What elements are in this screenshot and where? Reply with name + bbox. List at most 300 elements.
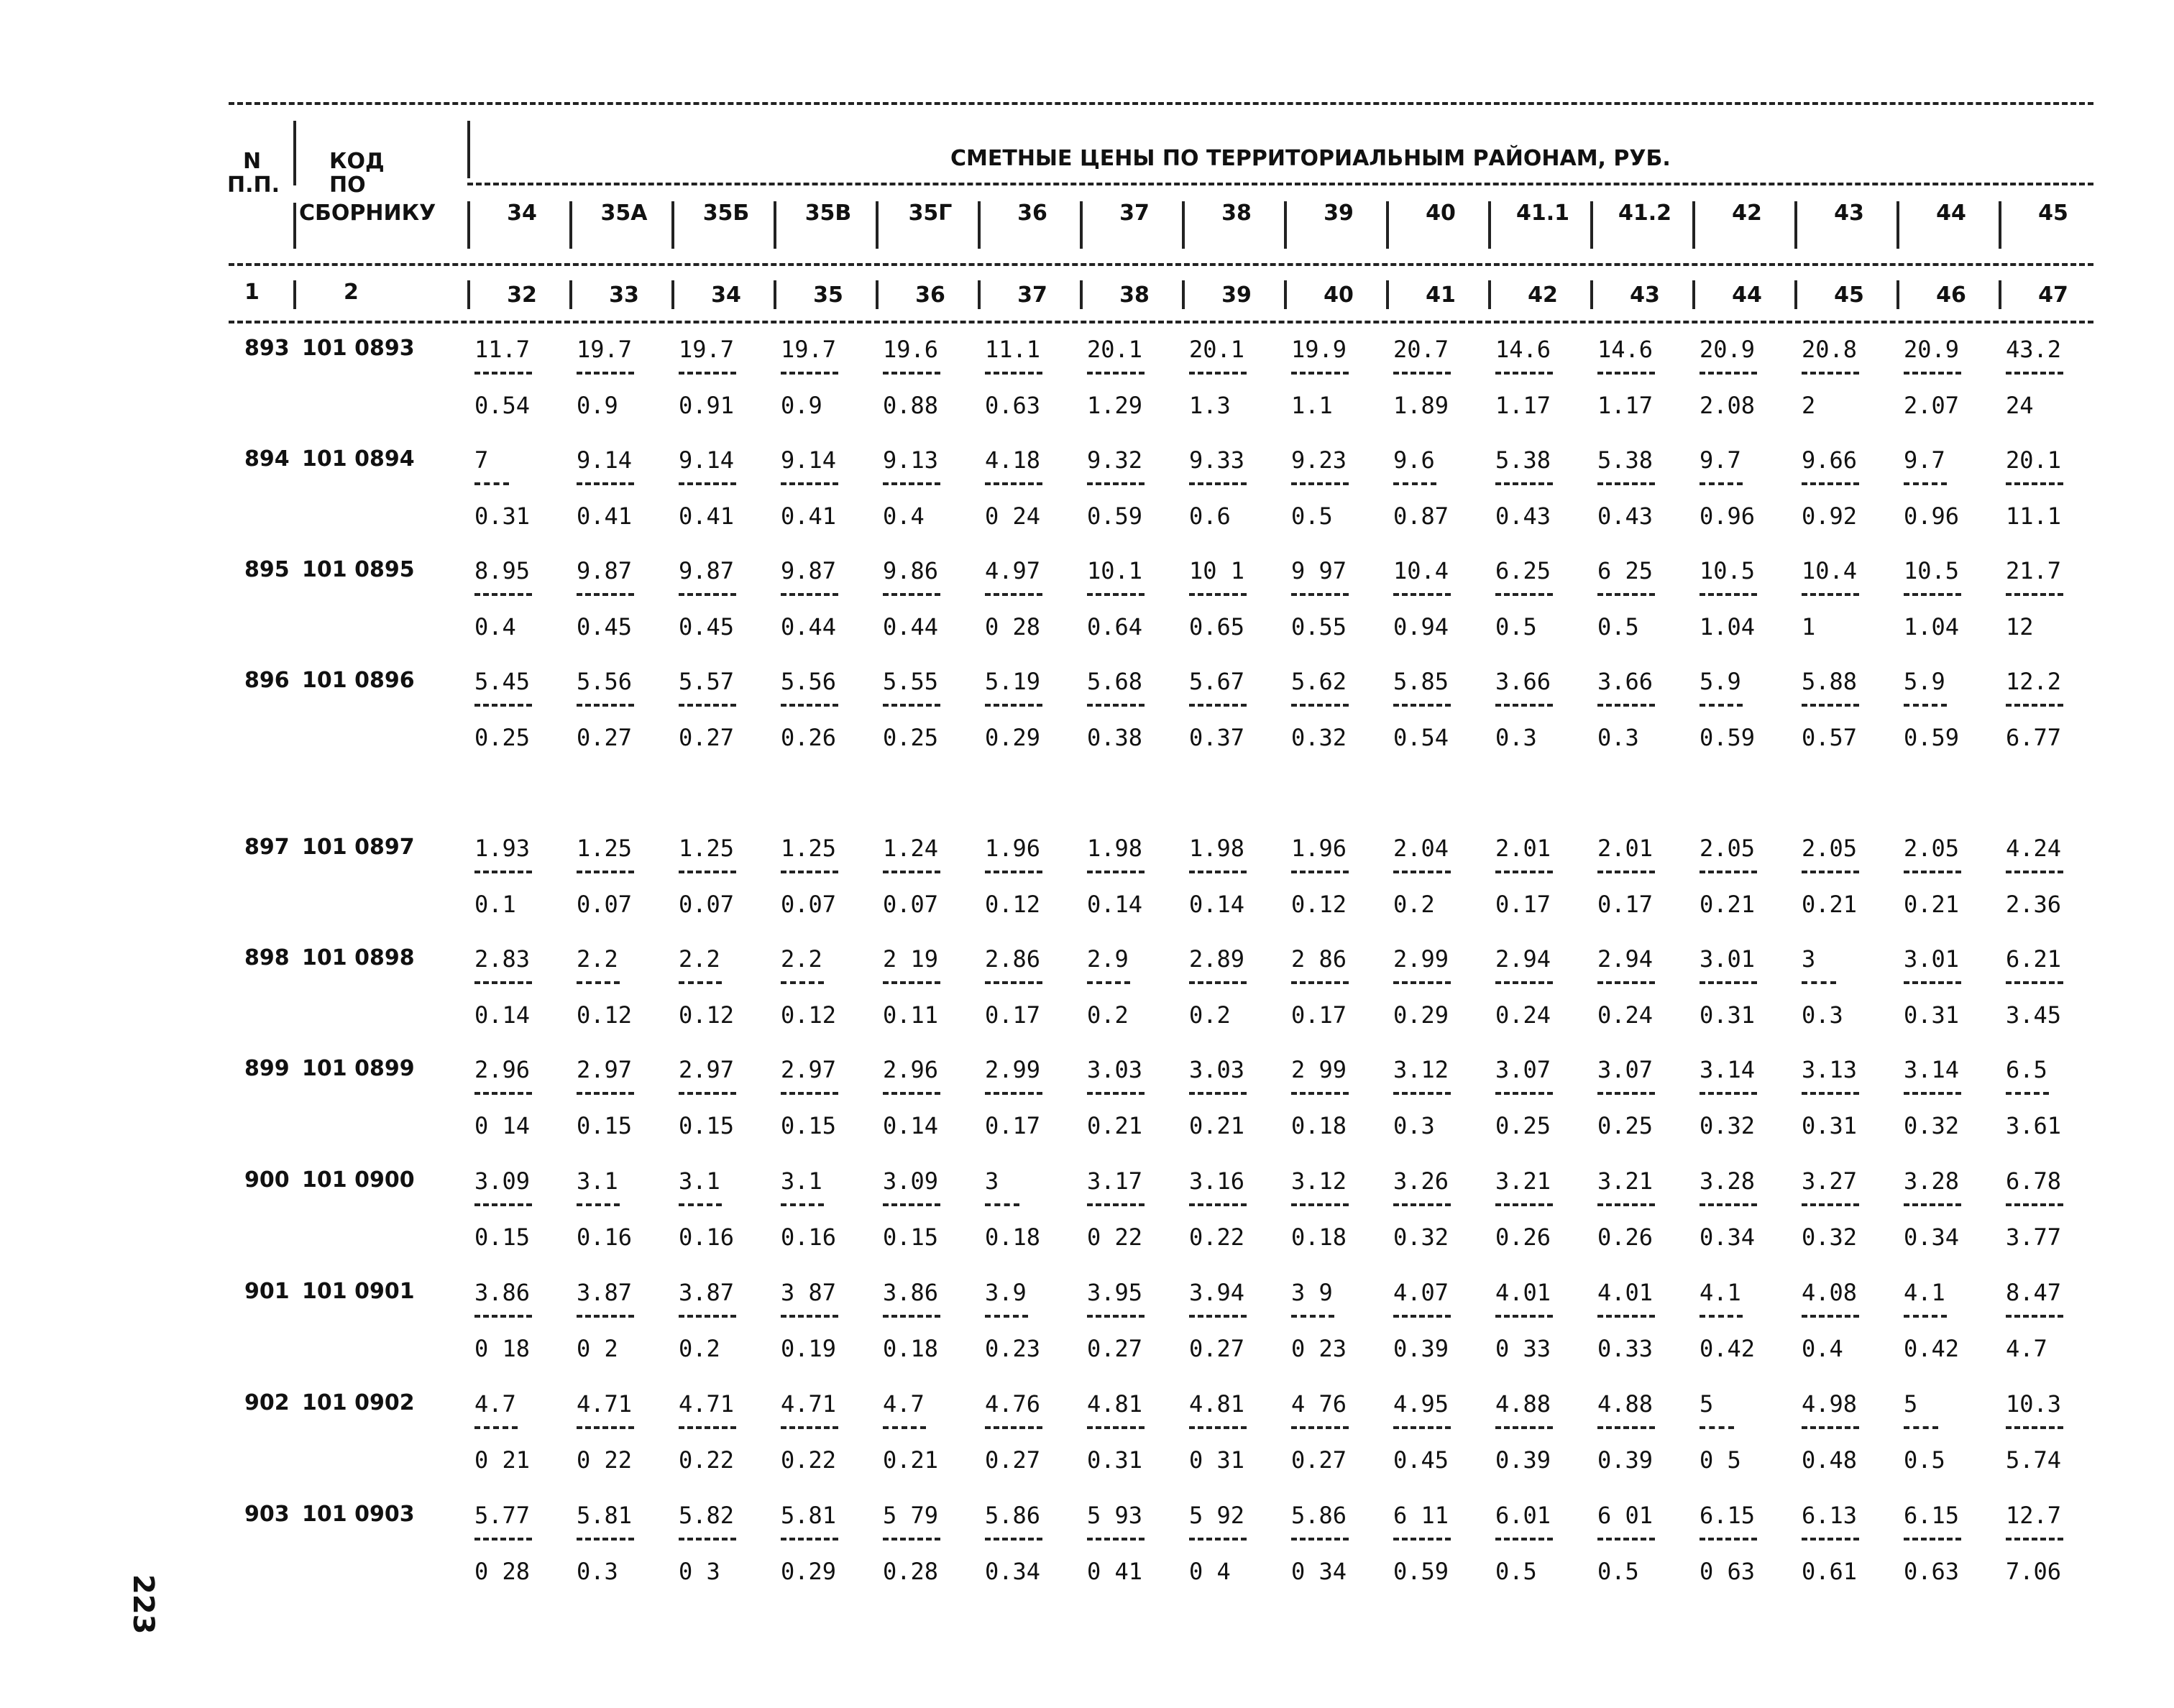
price-top: 4.1: [1700, 1279, 1741, 1306]
fraction-line: [1393, 704, 1451, 707]
fraction-line: [1495, 1092, 1553, 1095]
fraction-line: [883, 1315, 940, 1318]
price-top: 3: [1802, 945, 1816, 973]
fraction-line: [1904, 1426, 1938, 1429]
price-top: 5.85: [1393, 668, 1449, 695]
price-top: 4.81: [1189, 1390, 1245, 1418]
price-top: 9.14: [679, 446, 735, 474]
price-bottom: 0.18: [1291, 1223, 1347, 1251]
row-number: 900: [244, 1167, 290, 1193]
price-bottom: 1.29: [1087, 392, 1143, 419]
fraction-line: [474, 1315, 532, 1318]
price-bottom: 1.3: [1189, 392, 1231, 419]
fraction-line: [577, 1315, 634, 1318]
price-bottom: 1: [1802, 613, 1816, 640]
price-bottom: 0.96: [1904, 502, 1960, 530]
price-top: 10.1: [1087, 557, 1143, 584]
price-bottom: 0.12: [985, 891, 1041, 918]
fraction-line: [1393, 1315, 1451, 1318]
header-title: СМЕТНЫЕ ЦЕНЫ ПО ТЕРРИТОРИАЛЬНЫМ РАЙОНАМ, РУБ.: [950, 146, 1671, 171]
price-top: 1.25: [781, 835, 837, 862]
price-bottom: 0.5: [1495, 613, 1537, 640]
header-divider: [293, 203, 296, 249]
price-bottom: 0.12: [1291, 891, 1347, 918]
fraction-line: [1291, 482, 1349, 485]
column-number: 43: [1630, 283, 1660, 308]
price-bottom: 0.15: [679, 1112, 735, 1139]
price-top: 5.81: [781, 1502, 837, 1529]
fraction-line: [1189, 871, 1247, 873]
price-top: 20.7: [1393, 336, 1449, 363]
fraction-line: [577, 704, 634, 707]
price-bottom: 0.29: [1393, 1001, 1449, 1029]
fraction-line: [1700, 1315, 1743, 1318]
price-bottom: 0.18: [883, 1335, 939, 1362]
price-bottom: 0.92: [1802, 502, 1858, 530]
price-bottom: 0.24: [1597, 1001, 1654, 1029]
price-bottom: 0.45: [679, 613, 735, 640]
price-bottom: 0.21: [1700, 891, 1756, 918]
fraction-line: [1087, 871, 1145, 873]
price-top: 10.4: [1393, 557, 1449, 584]
fraction-line: [1700, 704, 1743, 707]
fraction-line: [474, 981, 532, 984]
price-bottom: 0.5: [1291, 502, 1333, 530]
price-top: 4.07: [1393, 1279, 1449, 1306]
fraction-line: [474, 704, 532, 707]
price-bottom: 0.3: [577, 1558, 618, 1585]
price-bottom: 0.07: [679, 891, 735, 918]
fraction-line: [1087, 1203, 1145, 1206]
header-divider: [978, 280, 981, 309]
fraction-line: [985, 1315, 1028, 1318]
header-divider: [978, 201, 981, 249]
price-top: 2.83: [474, 945, 531, 973]
price-top: 3.12: [1291, 1167, 1347, 1195]
fraction-line: [1597, 704, 1655, 707]
row-number: 895: [244, 557, 290, 582]
price-bottom: 0.2: [679, 1335, 720, 1362]
header-n-label: N: [243, 149, 262, 174]
fraction-line: [1291, 1426, 1349, 1429]
fraction-line: [985, 1203, 1019, 1206]
fraction-line: [1189, 1092, 1247, 1095]
column-number: 45: [1834, 283, 1864, 308]
price-top: 4.71: [577, 1390, 633, 1418]
fraction-line: [1291, 981, 1349, 984]
fraction-line: [985, 704, 1042, 707]
fraction-line: [781, 593, 838, 596]
price-top: 4.01: [1495, 1279, 1551, 1306]
fraction-line: [1700, 871, 1757, 873]
fraction-line: [1802, 1538, 1859, 1541]
price-bottom: 0.4: [1802, 1335, 1843, 1362]
fraction-line: [577, 372, 634, 375]
fraction-line: [1700, 593, 1757, 596]
price-bottom: 0.14: [1189, 891, 1245, 918]
price-top: 1.93: [474, 835, 531, 862]
price-top: 3 87: [781, 1279, 837, 1306]
price-top: 5.9: [1700, 668, 1741, 695]
header-number-2: 2: [344, 280, 359, 305]
price-top: 5.56: [577, 668, 633, 695]
price-top: 5: [1700, 1390, 1714, 1418]
price-bottom: 1.04: [1904, 613, 1960, 640]
price-top: 10.4: [1802, 557, 1858, 584]
fraction-line: [577, 593, 634, 596]
price-bottom: 0 22: [577, 1446, 633, 1474]
fraction-line: [679, 981, 722, 984]
price-bottom: 0 18: [474, 1335, 531, 1362]
fraction-line: [2006, 372, 2063, 375]
fraction-line: [1904, 871, 1961, 873]
header-divider: [569, 201, 572, 249]
price-top: 4.98: [1802, 1390, 1858, 1418]
price-top: 6 01: [1597, 1502, 1654, 1529]
header-divider: [1590, 280, 1593, 309]
price-bottom: 0.12: [577, 1001, 633, 1029]
fraction-line: [985, 593, 1042, 596]
fraction-line: [1087, 1092, 1145, 1095]
district-header-38: 38: [1221, 201, 1252, 226]
header-sbornik-label: СБОРНИКУ: [299, 201, 436, 226]
price-top: 10.5: [1904, 557, 1960, 584]
price-bottom: 0.5: [1495, 1558, 1537, 1585]
fraction-line: [1802, 593, 1859, 596]
header-divider: [1896, 201, 1899, 249]
fraction-line: [1802, 372, 1859, 375]
price-top: 2.86: [985, 945, 1041, 973]
price-bottom: 0.31: [1802, 1112, 1858, 1139]
price-bottom: 0 28: [985, 613, 1041, 640]
price-top: 5 79: [883, 1502, 939, 1529]
fraction-line: [474, 482, 509, 485]
fraction-line: [679, 1426, 736, 1429]
price-bottom: 0.39: [1495, 1446, 1551, 1474]
price-bottom: 0 34: [1291, 1558, 1347, 1585]
price-bottom: 0.5: [1904, 1446, 1945, 1474]
row-code: 101 0901: [302, 1279, 415, 1304]
price-top: 2.2: [577, 945, 618, 973]
header-divider: [1080, 280, 1083, 309]
fraction-line: [1700, 482, 1743, 485]
price-top: 3.07: [1597, 1056, 1654, 1083]
fraction-line: [1802, 1426, 1859, 1429]
price-bottom: 0 28: [474, 1558, 531, 1585]
price-top: 6.15: [1700, 1502, 1756, 1529]
price-top: 3.13: [1802, 1056, 1858, 1083]
fraction-line: [1087, 372, 1145, 375]
header-code-label: КОД: [329, 149, 385, 174]
district-header-40: 40: [1426, 201, 1456, 226]
column-number: 47: [2038, 283, 2068, 308]
fraction-line: [1189, 482, 1247, 485]
fraction-line: [1597, 1092, 1655, 1095]
price-top: 2.01: [1495, 835, 1551, 862]
fraction-line: [2006, 981, 2063, 984]
fraction-line: [679, 482, 736, 485]
row-number: 898: [244, 945, 290, 970]
price-bottom: 0.32: [1904, 1112, 1960, 1139]
fraction-line: [577, 1092, 634, 1095]
price-top: 20.1: [2006, 446, 2062, 474]
price-bottom: 2: [1802, 392, 1816, 419]
price-top: 6.5: [2006, 1056, 2047, 1083]
price-bottom: 0.27: [1291, 1446, 1347, 1474]
fraction-line: [1189, 1203, 1247, 1206]
fraction-line: [1597, 1426, 1655, 1429]
price-bottom: 0.59: [1700, 724, 1756, 751]
price-bottom: 0 21: [474, 1446, 531, 1474]
price-bottom: 0.18: [985, 1223, 1041, 1251]
price-bottom: 0.07: [577, 891, 633, 918]
price-top: 2.96: [474, 1056, 531, 1083]
price-bottom: 0.41: [577, 502, 633, 530]
price-bottom: 0.5: [1597, 613, 1639, 640]
price-bottom: 0.2: [1087, 1001, 1129, 1029]
fraction-line: [1802, 482, 1859, 485]
price-top: 11.1: [985, 336, 1041, 363]
row-code: 101 0897: [302, 835, 415, 860]
row-code: 101 0893: [302, 336, 415, 361]
fraction-line: [1495, 593, 1553, 596]
district-header-37: 37: [1119, 201, 1150, 226]
price-bottom: 0.21: [1802, 891, 1858, 918]
price-top: 3.21: [1495, 1167, 1551, 1195]
fraction-line: [985, 1538, 1042, 1541]
fraction-line: [1597, 482, 1655, 485]
fraction-line: [1393, 1426, 1451, 1429]
price-top: 2.05: [1700, 835, 1756, 862]
price-top: 5.88: [1802, 668, 1858, 695]
price-top: 5.86: [1291, 1502, 1347, 1529]
price-top: 9.87: [679, 557, 735, 584]
fraction-line: [679, 1092, 736, 1095]
price-bottom: 0.45: [1393, 1446, 1449, 1474]
fraction-line: [1393, 372, 1451, 375]
price-bottom: 0.59: [1087, 502, 1143, 530]
header-po-label: ПО: [329, 173, 366, 198]
fraction-line: [883, 482, 940, 485]
district-header-35Б: 35Б: [702, 201, 750, 226]
price-top: 20.1: [1189, 336, 1245, 363]
price-bottom: 2.07: [1904, 392, 1960, 419]
fraction-line: [1904, 1203, 1961, 1206]
price-bottom: 0.15: [781, 1112, 837, 1139]
row-number: 896: [244, 668, 290, 693]
price-top: 3.03: [1087, 1056, 1143, 1083]
fraction-line: [1802, 1203, 1859, 1206]
price-bottom: 0.3: [1495, 724, 1537, 751]
fraction-line: [577, 871, 634, 873]
price-bottom: 0.07: [781, 891, 837, 918]
price-top: 3.1: [781, 1167, 822, 1195]
price-top: 1.98: [1087, 835, 1143, 862]
fraction-line: [474, 593, 532, 596]
price-bottom: 0.31: [1904, 1001, 1960, 1029]
header-divider: [1692, 280, 1695, 309]
fraction-line: [883, 704, 940, 707]
price-bottom: 0.15: [883, 1223, 939, 1251]
fraction-line: [1495, 871, 1553, 873]
price-bottom: 0.31: [1700, 1001, 1756, 1029]
price-bottom: 0.22: [781, 1446, 837, 1474]
price-top: 2 99: [1291, 1056, 1347, 1083]
fraction-line: [1189, 372, 1247, 375]
price-top: 3.03: [1189, 1056, 1245, 1083]
fraction-line: [679, 871, 736, 873]
price-top: 20.9: [1904, 336, 1960, 363]
district-header-34: 34: [507, 201, 537, 226]
price-bottom: 0.88: [883, 392, 939, 419]
header-divider: [1896, 280, 1899, 309]
price-top: 5 93: [1087, 1502, 1143, 1529]
district-header-41.1: 41.1: [1515, 201, 1570, 226]
price-top: 9.14: [781, 446, 837, 474]
header-divider: [467, 280, 470, 309]
header-divider: [1284, 280, 1287, 309]
fraction-line: [2006, 704, 2063, 707]
price-top: 4.7: [474, 1390, 516, 1418]
fraction-line: [985, 1092, 1042, 1095]
price-top: 4.95: [1393, 1390, 1449, 1418]
fraction-line: [679, 593, 736, 596]
fraction-line: [1393, 1092, 1451, 1095]
price-bottom: 0.43: [1495, 502, 1551, 530]
price-top: 3.09: [474, 1167, 531, 1195]
price-bottom: 11.1: [2006, 502, 2062, 530]
fraction-line: [2006, 1092, 2049, 1095]
column-number: 33: [609, 283, 639, 308]
district-header-35В: 35В: [804, 201, 852, 226]
price-top: 5.45: [474, 668, 531, 695]
fraction-line: [1597, 1538, 1655, 1541]
price-bottom: 0.16: [679, 1223, 735, 1251]
header-divider: [1692, 201, 1695, 249]
price-top: 6 11: [1393, 1502, 1449, 1529]
fraction-line: [1291, 1538, 1349, 1541]
price-bottom: 0.25: [474, 724, 531, 751]
fraction-line: [781, 871, 838, 873]
price-bottom: 0.19: [781, 1335, 837, 1362]
fraction-line: [985, 1426, 1042, 1429]
price-bottom: 0.87: [1393, 502, 1449, 530]
row-code: 101 0903: [302, 1502, 415, 1527]
header-divider: [1080, 201, 1083, 249]
header-divider: [876, 280, 879, 309]
price-top: 4.08: [1802, 1279, 1858, 1306]
header-divider: [1386, 201, 1389, 249]
price-top: 6.01: [1495, 1502, 1551, 1529]
price-bottom: 0.16: [577, 1223, 633, 1251]
price-top: 4.88: [1597, 1390, 1654, 1418]
price-bottom: 0.64: [1087, 613, 1143, 640]
fraction-line: [1087, 1538, 1145, 1541]
fraction-line: [1904, 1092, 1961, 1095]
fraction-line: [1802, 1315, 1859, 1318]
fraction-line: [1393, 981, 1451, 984]
row-code: 101 0896: [302, 668, 415, 693]
fraction-line: [781, 1315, 838, 1318]
price-top: 3.07: [1495, 1056, 1551, 1083]
price-bottom: 0.5: [1597, 1558, 1639, 1585]
fraction-line: [1495, 482, 1553, 485]
price-top: 4.01: [1597, 1279, 1654, 1306]
price-top: 3.1: [679, 1167, 720, 1195]
fraction-line: [1189, 981, 1247, 984]
district-header-39: 39: [1324, 201, 1354, 226]
price-top: 4.71: [781, 1390, 837, 1418]
fraction-line: [781, 1092, 838, 1095]
price-top: 19.7: [577, 336, 633, 363]
fraction-line: [781, 981, 824, 984]
fraction-line: [781, 482, 838, 485]
price-top: 5.67: [1189, 668, 1245, 695]
price-bottom: 0.55: [1291, 613, 1347, 640]
fraction-line: [2006, 482, 2063, 485]
price-top: 3.27: [1802, 1167, 1858, 1195]
fraction-line: [1189, 593, 1247, 596]
price-top: 1.25: [679, 835, 735, 862]
price-bottom: 0.15: [474, 1223, 531, 1251]
row-code: 101 0899: [302, 1056, 415, 1081]
fraction-line: [1291, 1092, 1349, 1095]
price-top: 2.05: [1904, 835, 1960, 862]
price-top: 3.87: [577, 1279, 633, 1306]
fraction-line: [883, 1426, 926, 1429]
fraction-line: [1904, 482, 1947, 485]
price-bottom: 1.04: [1700, 613, 1756, 640]
price-top: 2.94: [1495, 945, 1551, 973]
header-divider: [467, 121, 470, 178]
district-header-42: 42: [1732, 201, 1762, 226]
price-bottom: 0 23: [1291, 1335, 1347, 1362]
price-bottom: 0.32: [1393, 1223, 1449, 1251]
header-divider: [1284, 201, 1287, 249]
fraction-line: [1904, 704, 1947, 707]
price-top: 9.86: [883, 557, 939, 584]
fraction-line: [1087, 482, 1145, 485]
price-bottom: 0.25: [1495, 1112, 1551, 1139]
price-bottom: 0.07: [883, 891, 939, 918]
fraction-line: [1700, 372, 1757, 375]
price-top: 5.81: [577, 1502, 633, 1529]
price-top: 4.88: [1495, 1390, 1551, 1418]
price-bottom: 0.11: [883, 1001, 939, 1029]
price-bottom: 0 14: [474, 1112, 531, 1139]
price-bottom: 0.27: [1087, 1335, 1143, 1362]
fraction-line: [474, 1426, 518, 1429]
price-bottom: 0.59: [1393, 1558, 1449, 1585]
header-divider: [1794, 280, 1797, 309]
header-pp-label: П.П.: [227, 173, 280, 198]
price-bottom: 0.41: [781, 502, 837, 530]
column-number: 42: [1528, 283, 1558, 308]
price-top: 2.99: [1393, 945, 1449, 973]
price-top: 10.5: [1700, 557, 1756, 584]
price-bottom: 0.21: [1087, 1112, 1143, 1139]
price-top: 2.2: [781, 945, 822, 973]
price-top: 5.57: [679, 668, 735, 695]
price-top: 9.6: [1393, 446, 1435, 474]
fraction-line: [2006, 1538, 2063, 1541]
price-top: 20.9: [1700, 336, 1756, 363]
fraction-line: [781, 704, 838, 707]
header-divider: [671, 280, 674, 309]
fraction-line: [2006, 1203, 2063, 1206]
price-top: 1.24: [883, 835, 939, 862]
price-bottom: 0.22: [679, 1446, 735, 1474]
